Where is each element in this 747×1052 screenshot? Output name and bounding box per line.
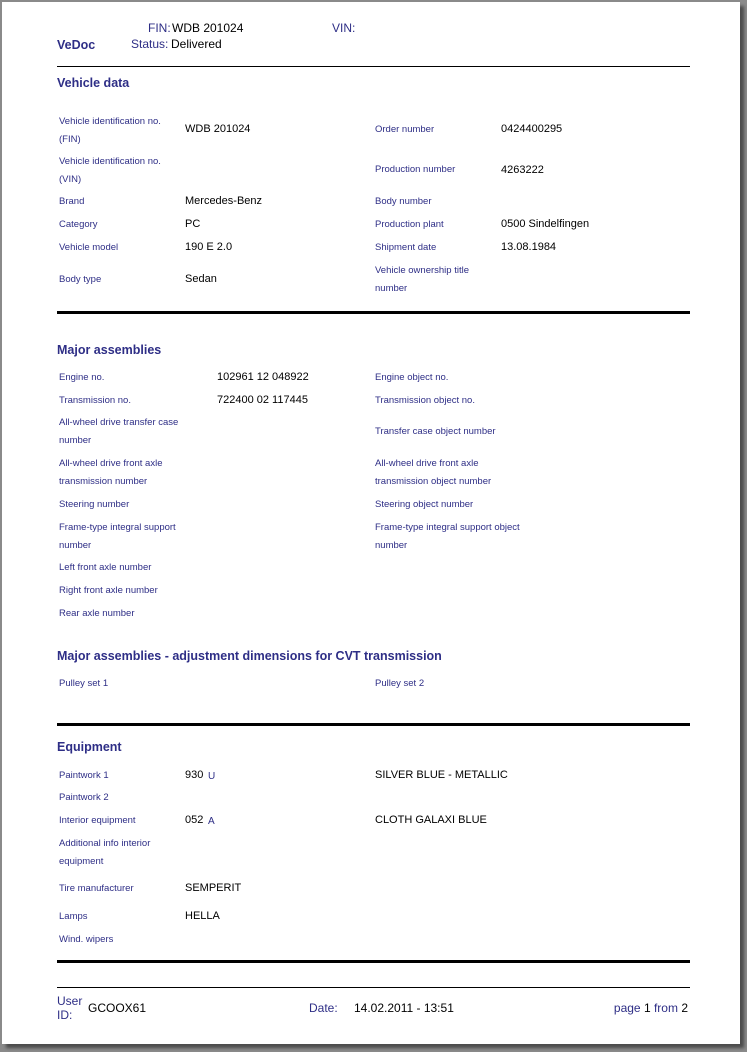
additional-info-label: Additional info interior equipment — [59, 838, 151, 867]
section-title-major-assemblies: Major assemblies — [57, 343, 162, 357]
section-title-vehicle-data: Vehicle data — [57, 76, 130, 90]
plant-label: Production plant — [375, 219, 444, 230]
interior-label: Interior equipment — [59, 815, 136, 826]
body-number-label: Body number — [375, 196, 432, 207]
section-divider — [57, 960, 690, 963]
section-title-equipment: Equipment — [57, 740, 122, 754]
model-label: Vehicle model — [59, 242, 119, 253]
vin-header-label: VIN: — [332, 21, 356, 35]
engine-label: Engine no. — [59, 372, 105, 383]
awd-front-label: All-wheel drive front axle transmission number — [59, 458, 163, 487]
order-label: Order number — [375, 124, 435, 135]
awd-transfer-label: All-wheel drive transfer case number — [59, 417, 179, 446]
transfer-obj-label: Transfer case object number — [375, 426, 496, 437]
section-title-cvt: Major assemblies - adjustment dimensions for CVT transmission — [57, 649, 442, 663]
vin-label: Vehicle identification no. (VIN) — [59, 156, 161, 185]
brand-value: Mercedes-Benz — [185, 195, 263, 207]
production-value: 4263222 — [501, 164, 544, 176]
frame-obj-label: Frame-type integral support object number — [375, 522, 520, 551]
plant-value: 0500 Sindelfingen — [501, 218, 590, 230]
paint1-desc: SILVER BLUE - METALLIC — [375, 769, 508, 781]
body-type-label: Body type — [59, 274, 102, 285]
fin-header-value: WDB 201024 — [172, 21, 244, 35]
paint2-label: Paintwork 2 — [59, 792, 109, 803]
paint1-label: Paintwork 1 — [59, 770, 109, 781]
fin-label: Vehicle identification no. (FIN) — [59, 116, 161, 145]
tire-label: Tire manufacturer — [59, 883, 134, 894]
date-label: Date: — [309, 1001, 338, 1015]
date-value: 14.02.2011 - 13:51 — [354, 1001, 454, 1015]
pulley2-label: Pulley set 2 — [375, 678, 425, 689]
left-axle-label: Left front axle number — [59, 562, 152, 573]
lamps-label: Lamps — [59, 911, 88, 922]
pulley1-label: Pulley set 1 — [59, 678, 109, 689]
interior-code: 052 — [185, 814, 204, 826]
shipment-value: 13.08.1984 — [501, 241, 557, 253]
rear-axle-label: Rear axle number — [59, 608, 135, 619]
transmission-value: 722400 02 117445 — [217, 394, 308, 406]
order-value: 0424400295 — [501, 123, 563, 135]
paint1-code: 930 — [185, 769, 204, 781]
header-divider — [57, 66, 690, 67]
shipment-label: Shipment date — [375, 242, 437, 253]
page-from-label: from — [653, 1001, 678, 1015]
page-label: page — [613, 1001, 641, 1015]
fin-header-label: FIN: — [148, 21, 171, 35]
engine-obj-label: Engine object no. — [375, 372, 449, 383]
interior-desc: CLOTH GALAXI BLUE — [375, 814, 487, 826]
fin-value: WDB 201024 — [185, 123, 251, 135]
page-total: 2 — [681, 1001, 688, 1015]
category-label: Category — [59, 219, 98, 230]
steering-label: Steering number — [59, 499, 130, 510]
page-indicator — [614, 1001, 688, 1015]
model-value: 190 E 2.0 — [185, 241, 233, 253]
footer-divider — [57, 987, 690, 988]
frame-label: Frame-type integral support number — [59, 522, 176, 551]
document-page — [2, 2, 740, 1044]
app-name: VeDoc — [57, 38, 96, 52]
tire-value: SEMPERIT — [185, 882, 242, 894]
engine-value: 102961 12 048922 — [217, 371, 309, 383]
section-divider — [57, 311, 690, 314]
category-value: PC — [185, 218, 201, 230]
steering-obj-label: Steering object number — [375, 499, 474, 510]
section-divider — [57, 723, 690, 726]
status-value: Delivered — [171, 37, 222, 51]
transmission-label: Transmission no. — [59, 395, 131, 406]
page-current: 1 — [643, 1001, 651, 1015]
wipers-label: Wind. wipers — [59, 934, 114, 945]
user-id-label: User ID: — [57, 994, 83, 1022]
interior-suffix: A — [208, 816, 215, 827]
transmission-obj-label: Transmission object no. — [375, 395, 475, 406]
user-id-value: GCOOX61 — [88, 1001, 147, 1015]
lamps-value: HELLA — [185, 910, 220, 922]
ownership-label: Vehicle ownership title number — [375, 265, 469, 294]
body-type-value: Sedan — [185, 273, 217, 285]
awd-front-obj-label: All-wheel drive front axle transmission object number — [375, 458, 492, 487]
production-label: Production number — [375, 164, 456, 175]
status-label: Status: — [131, 37, 169, 51]
paint1-suffix: U — [208, 771, 216, 782]
brand-label: Brand — [59, 196, 85, 207]
right-axle-label: Right front axle number — [59, 585, 158, 596]
